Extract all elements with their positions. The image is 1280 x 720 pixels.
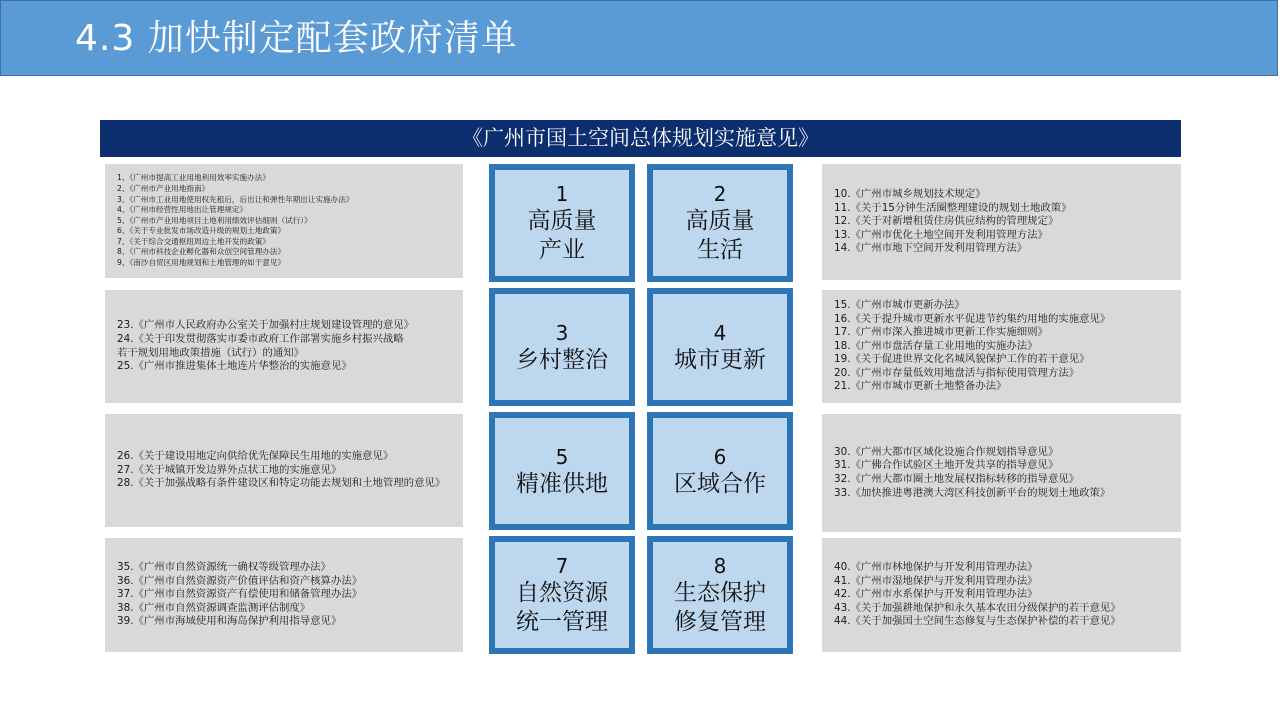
category-label: 高质量 xyxy=(685,208,755,234)
list-item: 38.《广州市自然资源调查监测评估制度》 xyxy=(117,601,311,614)
category-number: 4 xyxy=(713,320,727,345)
category-number: 6 xyxy=(713,444,727,469)
list-item: 3、《广州市工业用地使用权先租后，后出让和弹性年期出让实施办法》 xyxy=(117,194,354,204)
list-item: 13.《广州市优化土地空间开发利用管理方法》 xyxy=(834,228,1048,241)
policy-list-regional xyxy=(822,414,1181,532)
category-label: 高质量 xyxy=(527,208,597,234)
category-number: 5 xyxy=(555,444,569,469)
list-item: 12.《关于对新增租赁住房供应结构的管理规定》 xyxy=(834,215,1059,228)
list-item: 4、《广州市经营性用地出让管理规定》 xyxy=(117,205,248,215)
list-item: 31.《广佛合作试验区土地开发共享的指导意见》 xyxy=(834,459,1059,472)
policy-list-natural-resources xyxy=(105,538,463,652)
list-item: 23.《广州市人民政府办公室关于加强村庄规划建设管理的意见》 xyxy=(117,319,415,332)
list-item: 6、《关于专业批发市场改造升级的规划土地政策》 xyxy=(117,226,286,236)
category-number: 2 xyxy=(713,182,727,206)
category-number: 8 xyxy=(713,554,727,578)
list-item: 30.《广州大都市区域化设施合作规划指导意见》 xyxy=(834,445,1059,458)
list-item: 1、《广州市提高工业用地利用效率实施办法》 xyxy=(117,173,270,183)
category-number: 7 xyxy=(555,554,569,578)
list-item: 41.《广州市湿地保护与开发利用管理办法》 xyxy=(834,574,1038,587)
list-item: 24.《关于印发贯彻落实市委市政府工作部署实施乡村振兴战略 xyxy=(117,332,404,345)
list-item: 32.《广州大都市圈土地发展权指标转移的指导意见》 xyxy=(834,473,1080,485)
list-item: 37.《广州市自然资源资产有偿使用和储备管理办法》 xyxy=(117,588,363,601)
list-item: 11.《关于15分钟生活圈整理建设的规划土地政策》 xyxy=(834,201,1072,214)
category-box-living xyxy=(647,164,793,282)
category-box-urban-renewal xyxy=(647,288,793,406)
category-label: 生活 xyxy=(697,237,743,263)
list-item: 10.《广州市城乡规划技术规定》 xyxy=(834,188,986,201)
category-box-industry xyxy=(489,164,635,282)
category-label: 乡村整治 xyxy=(516,346,608,373)
title-bar xyxy=(0,0,1278,76)
list-item: 8、《广州市科技企业孵化器和众创空间管理办法》 xyxy=(117,247,286,257)
policy-list-industry xyxy=(105,164,463,278)
category-label: 统一管理 xyxy=(516,609,608,635)
list-item: 42.《广州市水系保护与开发利用管理办法》 xyxy=(834,588,1038,601)
category-label: 城市更新 xyxy=(674,346,766,373)
list-item: 20.《广州市存量低效用地盘活与指标使用管理方法》 xyxy=(834,366,1080,379)
list-item: 2、《广州市产业用地指南》 xyxy=(117,183,210,193)
list-item: 40.《广州市林地保护与开发利用管理办法》 xyxy=(834,561,1038,574)
list-item: 33.《加快推进粤港澳大湾区科技创新平台的规划土地政策》 xyxy=(834,486,1111,499)
policy-list-land-supply xyxy=(105,414,463,527)
list-item: 26.《关于建设用地定向供给优先保障民生用地的实施意见》 xyxy=(117,450,394,463)
page-title: 4.3 加快制定配套政府清单 xyxy=(75,18,518,59)
list-item: 36.《广州市自然资源资产价值评估和资产核算办法》 xyxy=(117,574,363,587)
category-label: 修复管理 xyxy=(674,609,766,635)
list-item: 9、《南沙自贸区用地规划和土地管理的如干意见》 xyxy=(117,258,286,268)
list-item: 43.《关于加强耕地保护和永久基本农田分级保护的若干意见》 xyxy=(834,601,1121,614)
category-label: 区域合作 xyxy=(674,470,766,497)
list-item: 16.《关于提升城市更新水平促进节约集约用地的实施意见》 xyxy=(834,312,1111,325)
policy-list-ecology xyxy=(822,538,1181,652)
list-item: 17.《广州市深入推进城市更新工作实施细则》 xyxy=(834,326,1048,339)
list-item: 27.《关于城镇开发边界外点状工地的实施意见》 xyxy=(117,463,342,476)
category-box-rural xyxy=(489,288,635,406)
list-item: 21.《广州市城市更新土地整备办法》 xyxy=(834,380,1007,393)
list-item: 44.《关于加强国土空间生态修复与生态保护补偿的若干意见》 xyxy=(834,615,1121,628)
plan-banner: 《广州市国土空间总体规划实施意见》 xyxy=(100,120,1181,157)
policy-list-urban-renewal xyxy=(822,290,1181,403)
policy-list-living xyxy=(822,164,1181,280)
category-label: 生态保护 xyxy=(674,580,766,606)
category-number: 3 xyxy=(555,320,569,345)
category-label: 自然资源 xyxy=(516,580,608,606)
policy-list-rural xyxy=(105,290,463,403)
category-number: 1 xyxy=(555,182,569,206)
list-item: 18.《广州市盘活存量工业用地的实施办法》 xyxy=(834,339,1038,352)
category-label: 精准供地 xyxy=(516,470,608,497)
category-box-natural-resources xyxy=(489,536,635,654)
list-item: 若干规划用地政策措施（试行）的通知》 xyxy=(117,346,305,359)
list-item: 5、《广州市产业用地项目土地利用绩效评估细则（试行）》 xyxy=(117,215,312,225)
category-box-land-supply xyxy=(489,412,635,530)
category-box-ecology xyxy=(647,536,793,654)
list-item: 25.《广州市推进集体土地连片华整治的实施意见》 xyxy=(117,360,352,373)
list-item: 14.《广州市地下空间开发利用管理方法》 xyxy=(834,242,1028,255)
category-box-regional xyxy=(647,412,793,530)
list-item: 28.《关于加强战略有条件建设区和特定功能去规划和土地管理的意见》 xyxy=(117,477,446,490)
list-item: 35.《广州市自然资源统一确权等级管理办法》 xyxy=(117,561,331,574)
list-item: 15.《广州市城市更新办法》 xyxy=(834,298,965,311)
list-item: 7、《关于综合交通枢纽周边土地开发的政策》 xyxy=(117,236,270,246)
list-item: 19.《关于促进世界文化名城风貌保护工作的若干意见》 xyxy=(834,353,1090,366)
category-label: 产业 xyxy=(539,237,585,263)
list-item: 39.《广州市海域使用和海岛保护利用指导意见》 xyxy=(117,615,342,628)
